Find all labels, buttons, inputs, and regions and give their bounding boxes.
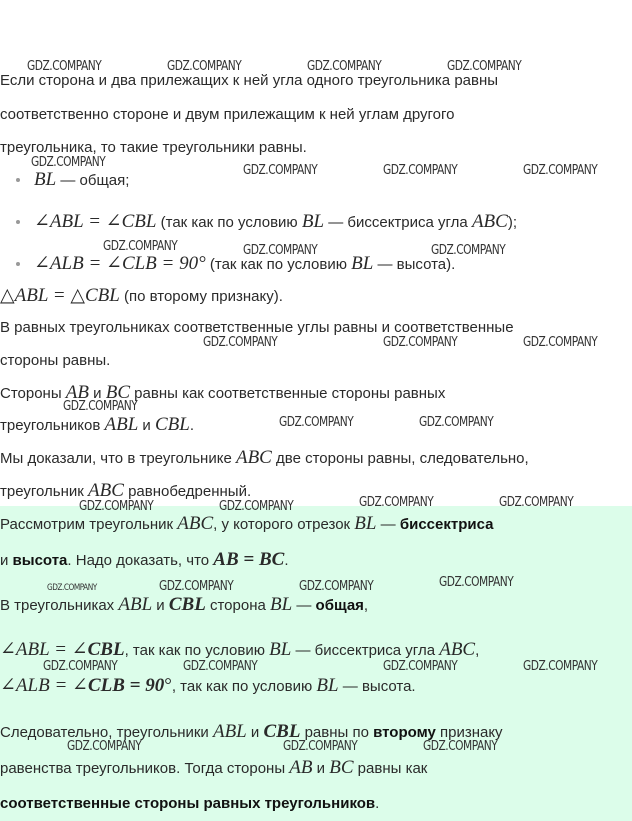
watermark: GDZ.COMPANY	[359, 495, 434, 510]
bullet-dot	[16, 178, 20, 182]
watermark: GDZ.COMPANY	[439, 575, 514, 590]
math-right-angles: ∠ALB = ∠CLB = 90°	[34, 253, 206, 274]
watermark: GDZ.COMPANY	[419, 415, 494, 430]
watermark: GDZ.COMPANY	[299, 579, 374, 594]
intro-line-2: соответственно стороне и двум прилежащим к ней углам другого	[0, 106, 455, 123]
watermark: GDZ.COMPANY	[383, 659, 458, 674]
watermark: GDZ.COMPANY	[523, 659, 598, 674]
watermark: GDZ.COMPANY	[203, 335, 278, 350]
equal-parts-line-2: стороны равны.	[0, 352, 111, 369]
watermark: GDZ.COMPANY	[523, 335, 598, 350]
watermark: GDZ.COMPANY	[283, 739, 358, 754]
watermark: GDZ.COMPANY	[307, 59, 382, 74]
watermark: GDZ.COMPANY	[279, 415, 354, 430]
bullet-right-angles: ∠ALB = ∠CLB = 90° (так как по условию BL — высота).	[0, 253, 455, 276]
watermark: GDZ.COMPANY	[523, 163, 598, 178]
watermark: GDZ.COMPANY	[31, 155, 106, 170]
watermark: GDZ.COMPANY	[243, 163, 318, 178]
intro-line-3: треугольника, то такие треугольники равны.	[0, 139, 307, 156]
watermark: GDZ.COMPANY	[27, 59, 102, 74]
watermark: GDZ.COMPANY	[67, 739, 142, 754]
watermark: GDZ.COMPANY	[219, 499, 294, 514]
bullet-angle-equality: ∠ABL = ∠CBL (так как по условию BL — биссектриса угла ABC);	[0, 211, 517, 234]
watermark: GDZ.COMPANY	[167, 59, 242, 74]
bullet-dot	[16, 220, 20, 224]
math-congruence: △ABL = △CBL	[0, 285, 120, 306]
bullet-common-side: BL — общая;	[0, 169, 129, 192]
p2-line-7: равенства треугольников. Тогда стороны AB и BC равны как	[0, 757, 428, 778]
watermark: GDZ.COMPANY	[383, 335, 458, 350]
watermark: GDZ.COMPANY	[423, 739, 498, 754]
math-bl: BL	[34, 169, 57, 190]
watermark: GDZ.COMPANY	[183, 659, 258, 674]
p2-line-1: Рассмотрим треугольник ABC, у которого отрезок BL — биссектриса	[0, 513, 494, 534]
equal-parts-line-1: В равных треугольниках соответственные углы равны и соответственные	[0, 319, 514, 336]
p2-line-2: и высота. Надо доказать, что AB = BC.	[0, 549, 289, 570]
p2-line-8: соответственные стороны равных треугольников.	[0, 795, 380, 812]
congruence-line: △ABL = △CBL (по второму признаку).	[0, 285, 283, 306]
watermark: GDZ.COMPANY	[43, 659, 118, 674]
p2-line-5: ∠ALB = ∠CLB = 90°, так как по условию BL — высота.	[0, 675, 416, 696]
watermark: GDZ.COMPANY	[383, 163, 458, 178]
p2-line-6: Следовательно, треугольники ABL и CBL равны по второму признаку	[0, 721, 503, 742]
proved-line-2: треугольник ABC равнобедренный.	[0, 480, 252, 501]
watermark: GDZ.COMPANY	[447, 59, 522, 74]
watermark: GDZ.COMPANY	[159, 579, 234, 594]
math-angles: ∠ABL = ∠CBL	[34, 211, 157, 232]
watermark: GDZ.COMPANY	[243, 243, 318, 258]
intro-line-1: Если сторона и два прилежащих к ней угла одного треугольника равны	[0, 72, 499, 89]
watermark: GDZ.COMPANY	[103, 239, 178, 254]
watermark: GDZ.COMPANY	[79, 499, 154, 514]
watermark: GDZ.COMPANY	[499, 495, 574, 510]
proved-line-1: Мы доказали, что в треугольнике ABC две стороны равны, следовательно,	[0, 447, 529, 468]
watermark: GDZ.COMPANY	[47, 583, 97, 593]
p2-line-3: В треугольниках ABL и CBL сторона BL — общая,	[0, 594, 369, 615]
watermark: GDZ.COMPANY	[63, 399, 138, 414]
sides-line-2: треугольников ABL и CBL.	[0, 414, 195, 435]
watermark: GDZ.COMPANY	[431, 243, 506, 258]
p2-line-4: ∠ABL = ∠CBL, так как по условию BL — биссектриса угла ABC,	[0, 639, 480, 660]
bullet-dot	[16, 262, 20, 266]
sides-line-1: Стороны AB и BC равны как соответственные стороны равных	[0, 382, 446, 403]
